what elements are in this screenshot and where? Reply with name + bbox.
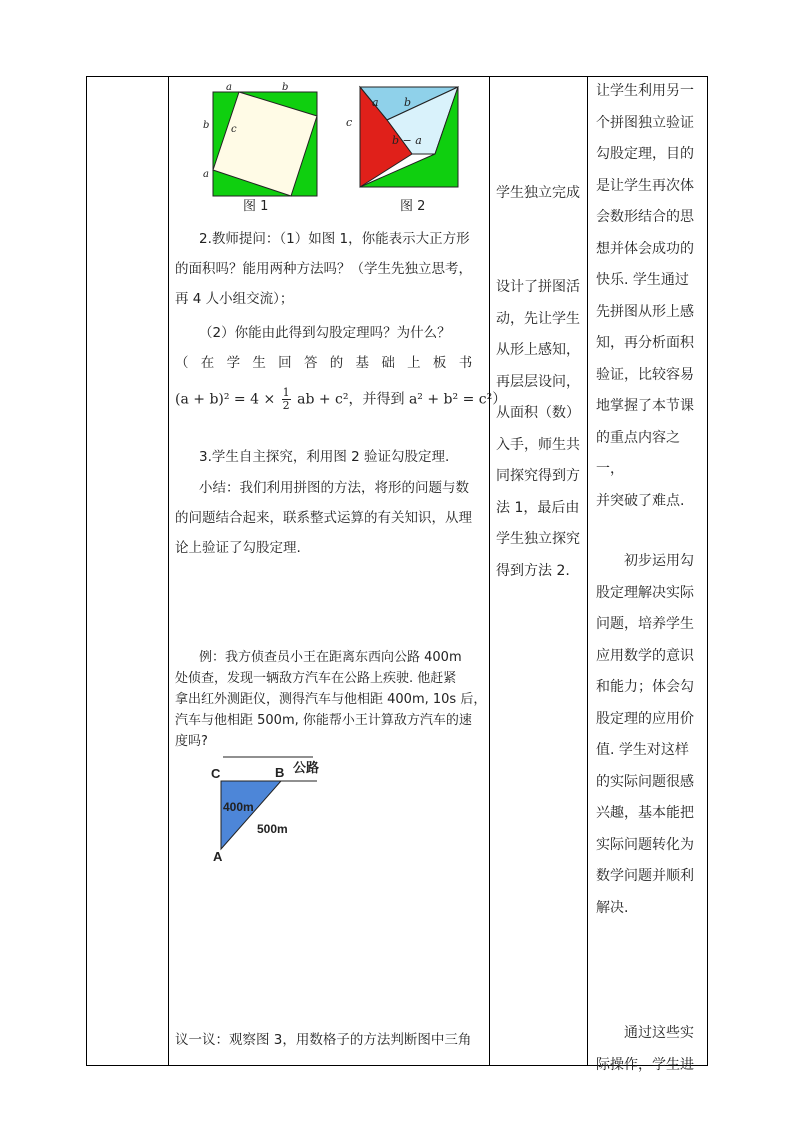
student-line: 法 1，最后由: [496, 499, 580, 516]
point-c-label: C: [211, 766, 221, 781]
intent-line: 会数形结合的思: [596, 209, 694, 225]
example-line-4: 汽车与他相距 500m, 你能帮小王计算敌方汽车的速: [175, 713, 472, 728]
design-intent-block-3: [596, 1018, 706, 1081]
intent-line: 并突破了难点.: [596, 492, 685, 509]
fig1-label-b-top: b: [282, 82, 289, 93]
intent-line: 知，再分析面积: [596, 335, 694, 351]
intent-line: 值. 学生对这样: [596, 742, 689, 758]
question-2-part-2: （2）你能由此得到勾股定理吗？为什么？: [199, 325, 451, 341]
intent-line: 兴趣，基本能把: [596, 805, 694, 821]
intent-line: 际操作，学生进: [596, 1056, 694, 1073]
intent-line: 股定理的应用价: [596, 710, 694, 727]
table-col-line-4: [707, 76, 708, 1066]
fig1-label-a-left: a: [203, 169, 209, 180]
fig1-label-b-left: b: [203, 120, 210, 131]
intent-line: 股定理解决实际: [596, 584, 694, 601]
intent-line: 解决.: [596, 899, 629, 916]
road-label: 公路: [293, 760, 320, 775]
intent-line: 初步运用勾: [624, 553, 694, 569]
intent-line: 的重点内容之一，: [596, 429, 680, 477]
student-activity-description: [496, 272, 586, 587]
distance-400m-label: 400m: [223, 800, 254, 814]
example-line-2: 处侦查，发现一辆敌方汽车在公路上疾驶. 他赶紧: [175, 671, 457, 686]
student-line: 同探究得到方: [496, 468, 580, 484]
figure-1-square: [198, 80, 318, 200]
question-2-line-1: 2.教师提问：（1）如图 1，你能表示大正方形: [199, 231, 470, 247]
design-intent-block-1: [596, 76, 706, 517]
fig1-label-a-top: a: [226, 82, 232, 93]
summary-line-3: 论上验证了勾股定理.: [175, 540, 301, 556]
formula-line: [175, 387, 506, 412]
intent-line: 通过这些实: [624, 1025, 694, 1041]
intent-line: 和能力；体会勾: [596, 679, 694, 695]
fig2-label-a: a: [372, 96, 379, 109]
example-line-5: 度吗?: [175, 734, 208, 749]
intent-line: 的实际问题很感: [596, 773, 694, 790]
intent-line: 勾股定理，目的: [596, 146, 694, 162]
discussion-text: 议一议：观察图 3，用数格子的方法判断图中三角: [175, 1032, 472, 1048]
table-col-line-0: [86, 76, 87, 1066]
point-a-label: A: [213, 849, 223, 864]
step-3-text: 3.学生自主探究，利用图 2 验证勾股定理.: [199, 449, 450, 465]
example-line-1: 例：我方侦查员小王在距离东西向公路 400m: [199, 650, 462, 665]
formula-numerator: 1: [282, 386, 290, 399]
formula-denominator: 2: [282, 399, 290, 412]
student-line: 设计了拼图活: [496, 279, 580, 295]
fig1-label-c: c: [231, 124, 237, 135]
intent-line: 问题，培养学生: [596, 616, 694, 632]
summary-line-1: 小结：我们利用拼图的方法，将形的问题与数: [199, 480, 469, 496]
point-b-label: B: [275, 765, 285, 780]
intent-line: 先拼图从形上感: [596, 303, 694, 320]
intent-line: 想并体会成功的: [596, 240, 694, 257]
design-intent-block-2: [596, 546, 706, 924]
distance-500m-label: 500m: [257, 822, 288, 836]
formula-left: (a + b)² = 4 ×: [175, 391, 276, 408]
example-road-triangle-figure: [205, 753, 335, 863]
figure-2-square: [342, 82, 462, 197]
intent-line: 让学生利用另一: [596, 83, 694, 99]
student-line: 再层层设问，: [496, 373, 580, 390]
student-line: 动，先让学生: [496, 310, 580, 327]
board-note-prefix: （ 在 学 生 回 答 的 基 础 上 板 书: [175, 355, 477, 371]
intent-line: 是让学生再次体: [596, 177, 694, 194]
formula-fraction: [282, 387, 291, 412]
intent-line: 个拼图独立验证: [596, 114, 694, 131]
student-line: 入手，师生共: [496, 436, 580, 453]
fig2-label-b-minus-a: b − a: [392, 134, 422, 147]
student-line: 从面积（数）: [496, 405, 580, 421]
summary-line-2: 的问题结合起来，联系整式运算的有关知识，从理: [175, 510, 472, 526]
table-col-line-1: [168, 76, 169, 1066]
fig2-label-b: b: [404, 96, 412, 109]
student-line: 从形上感知，: [496, 342, 580, 358]
figure-2-caption: 图 2: [400, 199, 426, 214]
formula-right: ab + c²，并得到 a² + b² = c²）: [297, 391, 507, 408]
question-2-line-3: 再 4 人小组交流）；: [175, 291, 294, 307]
student-line: 得到方法 2.: [496, 562, 570, 579]
table-col-line-3: [587, 76, 588, 1066]
intent-line: 数学问题并顺利: [596, 868, 694, 884]
student-line: 学生独立探究: [496, 531, 580, 547]
question-2-line-2: 的面积吗？能用两种方法吗？（学生先独立思考，: [175, 261, 472, 277]
figure-1-caption: 图 1: [243, 199, 269, 214]
intent-line: 快乐. 学生通过: [596, 272, 689, 288]
intent-line: 验证，比较容易: [596, 366, 694, 383]
fig2-label-c: c: [346, 116, 353, 129]
intent-line: 应用数学的意识: [596, 647, 694, 664]
intent-line: 实际问题转化为: [596, 836, 694, 853]
student-activity-independent: 学生独立完成: [496, 185, 580, 201]
table-col-line-2: [489, 76, 490, 1066]
example-line-3: 拿出红外测距仪，测得汽车与他相距 400m, 10s 后，: [175, 692, 487, 707]
intent-line: 地掌握了本节课: [596, 398, 694, 414]
